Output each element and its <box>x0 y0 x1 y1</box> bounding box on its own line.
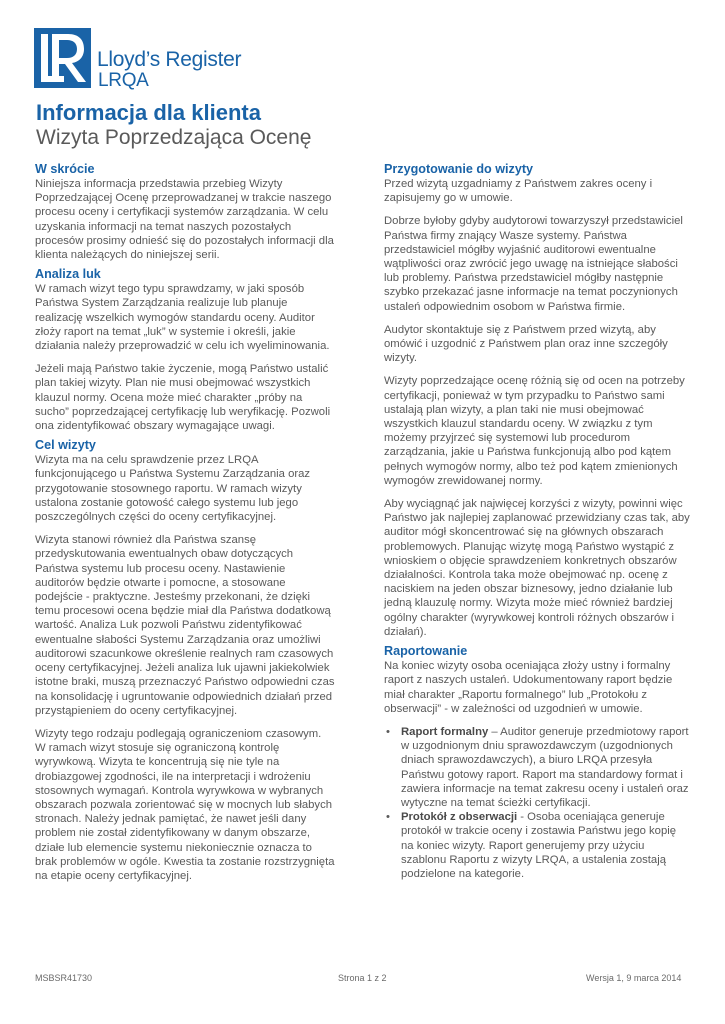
section-heading: Analiza luk <box>35 267 101 282</box>
paragraph: Przed wizytą uzgadniamy z Państwem zakres oceny i zapisujemy go w umowie. <box>384 178 653 205</box>
footer-version: Wersja 1, 9 marca 2014 <box>586 973 682 983</box>
paragraph: Niniejsza informacja przedstawia przebieg Wizyty Poprzedzającej Ocenę przeprowadzanej w trakcie naszego procesu oceny i certyfikacji systemów zarządzania. W celu uzyskania informacji na temat naszych pozostałych procesów prosimy odnieść się do pozostałych informacji dla klienta należących do niniejszej serii. <box>35 178 334 262</box>
bullet-icon: • <box>386 811 390 824</box>
page-subtitle: Wizyta Poprzedzająca Ocenę <box>36 126 312 149</box>
section-visit-goal <box>35 438 335 883</box>
section-heading: Cel wizyty <box>35 438 96 453</box>
section-reporting <box>384 644 691 881</box>
section-heading: Przygotowanie do wizyty <box>384 162 534 176</box>
list-item-term: Protokół z obserwacji <box>401 811 518 824</box>
paragraph: Audytor skontaktuje się z Państwem przed wizytą, aby omówić i uzgodnić z Państwem plan oraz inne szczegóły wizyty. <box>384 323 668 365</box>
section-preparation <box>384 162 691 639</box>
section-gap-analysis <box>35 267 335 433</box>
list-item-text: – Auditor generuje przedmiotowy raport w uzgodnionym dniu sprawozdawczym (uzgodnionych dniach sprawozdawczych), a biuro LRQA przesyła Państwu gotowy raport. Raport ma standardowy format i zawiera informacje na temat zakresu oceny i ustaleń oraz wytyczne na temat ścieżki certyfikacji. <box>401 725 689 809</box>
list-item-text: - Osoba oceniająca generuje protokół w trakcie oceny i zostawia Państwu jego kopię na koniec wizyty. Raport generujemy przy użyciu szablonu Raportu z wizyty LRQA, a ustalenia zostają podzielone na kategorie. <box>401 811 677 880</box>
logo-line-1: Lloyd’s Register <box>97 48 242 71</box>
bullet-icon: • <box>386 725 390 738</box>
section-summary <box>35 162 335 262</box>
list-item-term: Raport formalny <box>401 725 489 738</box>
paragraph: Wizyta ma na celu sprawdzenie przez LRQA funkcjonującego u Państwa Systemu Zarządzania oraz przygotowanie stosownego raportu. W ramach wizyty ustalona zostanie gotowość całego systemu lub jego poszczególnych części do oceny certyfikacyjnej. <box>35 454 311 524</box>
report-types-list <box>384 725 691 881</box>
left-column <box>35 162 335 888</box>
lr-monogram-icon <box>34 28 91 88</box>
paragraph: Aby wyciągnąć jak najwięcej korzyści z wizyty, powinni więc Państwo jak najlepiej zaplanować przewidziany czas tak, aby auditor mógł skoncentrować się na głównych obszarach problemowych. Planując wizytę mogą Państwo wystąpić z wnioskiem o objęcie sprawdzeniem konkretnych obszarów działalności. Kontrola taka może obejmować np. ocenę z naciskiem na jeden obszar biznesowy, jedno działanie lub jedną klauzulę normy. Wizyta może mieć również bardziej ogólny charakter (wyrywkowej kontroli różnych obszarów i działań). <box>384 498 690 638</box>
paragraph: Wizyty tego rodzaju podlegają ograniczeniom czasowym. W ramach wizyt stosuje się ograniczoną kontrolę wyrywkową. Wizyta te koncentrują się nie tyle na drobiazgowej zgodności, ile na interpretacji i wdrożeniu stosownych wymagań. Kontrola wyrywkowa w wybranych obszarach pozwala zorientować się w mocnych lub słabych stronach. Należy jednak pamiętać, że nawet jeśli dany problem nie został zidentyfikowany w danym obszarze, działe lub elemencie systemu niekoniecznie oznacza to brak problemów w ogóle. Kwestia ta zostanie rozstrzygnięta na etapie oceny certyfikacyjnej. <box>35 727 335 882</box>
paragraph: Jeżeli mają Państwo takie życzenie, mogą Państwo ustalić plan takiej wizyty. Plan nie musi obejmować wszystkich klauzul normy. Ocena może mieć charakter „próby na sucho” poprzedzającej certyfikację lub weryfikację. Pozwoli ona zidentyfikować obszary wymagające uwagi. <box>35 363 331 433</box>
list-item <box>384 725 691 810</box>
paragraph: Na koniec wizyty osoba oceniająca złoży ustny i formalny raport z naszych ustaleń. Udokumentowany raport będzie miał charakter „Raportu formalnego” lub „Protokołu z obserwacji” - w zależności od uzgodnień w umowie. <box>384 660 673 715</box>
logo-line-2: LRQA <box>98 70 149 91</box>
paragraph: Wizyty poprzedzające ocenę różnią się od ocen na potrzeby certyfikacji, ponieważ w tym przypadku to Państwo sami ustalają plan wizyty, a plan taki nie musi obejmować wszystkich klauzul standardu oceny. W związku z tym możemy przyjrzeć się systemowi lub procedurom zarządzania, jakie u Państwa funkcjonują albo pod kątem pełnych wymogów normy, albo też pod kątem zmienionych wymogów zrewidowanej normy. <box>384 375 685 487</box>
paragraph: Wizyta stanowi również dla Państwa szansę przedyskutowania ewentualnych obaw dotyczących Państwa systemu lub procesu oceny. Nastawienie auditorów będzie otwarte i pomocne, a stosowane podejście - praktyczne. Jesteśmy przekonani, że dzięki temu procesowi ocena będzie miał dla Państwa dodatkową wartość. Analiza Luk pozwoli Państwu zidentyfikować ewentualne słabości Systemu Zarządzania oraz umożliwi auditorowi szacunkowe określenie realnych ram czasowych oceny certyfikacyjnej. Jeżeli analiza luk ujawni jakiekolwiek istotne braki, muszą przeznaczyć Państwo odpowiedni czas na konsolidację i ugruntowanie odpowiednich działań przed przystąpieniem do oceny certyfikacyjnej. <box>35 534 335 717</box>
section-heading: Raportowanie <box>384 644 468 659</box>
list-item <box>384 810 691 881</box>
section-heading: W skrócie <box>35 162 95 176</box>
right-column <box>384 162 691 886</box>
footer-doc-code: MSBSR41730 <box>35 973 93 983</box>
paragraph: W ramach wizyt tego typu sprawdzamy, w jaki sposób Państwa System Zarządzania realizuje lub planuje realizację wszelkich wymogów standardu oceny. Auditor złoży raport na temat „luk” w systemie i określi, jakie działania należy przeprowadzić w celu ich wyeliminowania. <box>35 283 330 353</box>
paragraph: Dobrze byłoby gdyby audytorowi towarzyszył przedstawiciel Państwa firmy znający Wasze systemy. Państwa przedstawiciel mógłby wyjaśnić auditorowi ewentualne wątpliwości oraz zwrócić jego uwagę na istniejące słabości lub problemy. Państwa przedstawiciel mógłby następnie szybko przekazać jasne informacje na temat poczynionych ustaleń odpowiednim osobom w Państwa firmie. <box>384 215 683 313</box>
footer-page-number: Strona 1 z 2 <box>338 973 387 983</box>
page-title: Informacja dla klienta <box>36 100 261 125</box>
